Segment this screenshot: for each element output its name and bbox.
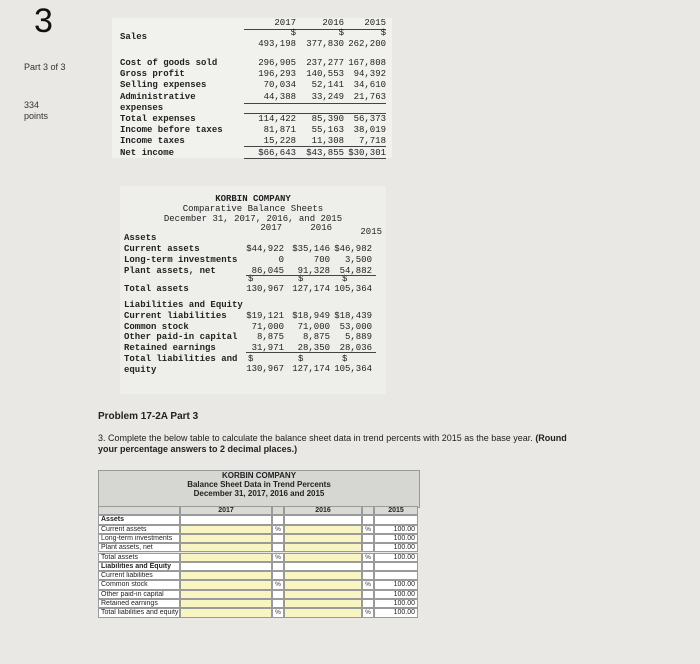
trend-input-2016[interactable] (284, 543, 362, 552)
trend-percent-cell (362, 608, 374, 617)
trend-row (98, 580, 418, 589)
balance-row-label: Retained earnings (124, 343, 216, 353)
balance-value: 700 (313, 255, 330, 265)
income-value: 296,905 (258, 58, 296, 68)
trend-empty-cell (180, 515, 272, 524)
trend-value-2015: 100.00 (374, 553, 418, 562)
trend-percent-cell (362, 562, 374, 571)
income-value: 70,034 (263, 80, 296, 90)
income-value: 34,610 (353, 80, 386, 90)
balance-row-label: Plant assets, net (124, 266, 216, 276)
trend-input-2017[interactable] (180, 571, 272, 580)
income-value: 44,388 (263, 92, 296, 102)
trend-row-label: Liabilities and Equity (98, 562, 180, 571)
trend-input-2016[interactable] (284, 590, 362, 599)
trend-input-2017[interactable] (180, 543, 272, 552)
balance-value: 127,174 (292, 364, 330, 374)
instructions (98, 433, 568, 455)
trend-input-2016[interactable] (284, 571, 362, 580)
income-row-label: Selling expenses (120, 80, 207, 90)
trend-percent-cell (362, 553, 374, 562)
trend-row (98, 571, 418, 580)
percent-sign: % (365, 525, 371, 533)
percent-sign: % (275, 553, 281, 561)
income-value: 81,871 (263, 125, 296, 135)
income-value: 237,277 (306, 58, 344, 68)
income-row-label: Administrative expenses (120, 92, 196, 113)
trend-percent-cell (362, 571, 374, 580)
trend-row (98, 525, 418, 534)
income-value: 33,249 (311, 92, 344, 102)
trend-percent-cell (272, 571, 284, 580)
trend-value-2015: 100.00 (374, 534, 418, 543)
balance-year-2017: 2017 (260, 223, 282, 233)
balance-value: 54,882 (339, 266, 372, 276)
balance-value: 105,364 (334, 364, 372, 374)
liabilities-header: Liabilities and Equity (124, 300, 243, 310)
part-indicator: Part 3 of 3 (24, 62, 66, 72)
trend-percent-cell (272, 562, 284, 571)
income-value: 85,390 (311, 114, 344, 124)
income-value: 15,228 (263, 136, 296, 146)
balance-value: 5,889 (344, 332, 372, 342)
trend-value-2015: 100.00 (374, 590, 418, 599)
balance-value: $44,922 (246, 244, 284, 254)
balance-value: $19,121 (246, 311, 284, 321)
balance-title: Comparative Balance Sheets (182, 204, 324, 214)
income-value: $43,855 (306, 148, 344, 158)
problem-heading: Problem 17-2A Part 3 (98, 411, 199, 422)
income-row-label: Income before taxes (120, 125, 223, 135)
dollar-sign: $ (248, 274, 254, 284)
balance-year-2016: 2016 (310, 223, 332, 233)
income-value: 94,392 (353, 69, 386, 79)
trend-empty-cell (180, 562, 272, 571)
income-value: 167,808 (348, 58, 386, 68)
trend-company: KORBIN COMPANY (221, 471, 297, 480)
balance-value: 31,971 (251, 343, 284, 353)
balance-row-label: Current assets (124, 244, 200, 254)
trend-value-2015 (374, 571, 418, 580)
trend-input-2017[interactable] (180, 608, 272, 617)
instructions-text: 3. Complete the below table to calculate the balance sheet data in trend percents with 2015 as the base year. (98, 433, 533, 443)
income-value: 56,373 (353, 114, 386, 124)
income-value: $ 377,830 (306, 28, 344, 49)
income-value: 11,308 (311, 136, 344, 146)
trend-percent-cell (362, 543, 374, 552)
balance-value: 91,328 (297, 266, 330, 276)
trend-row (98, 553, 418, 562)
trend-row-label: Total assets (98, 553, 180, 562)
balance-row-label: Long-term investments (124, 255, 238, 265)
dollar-sign: $ (298, 274, 304, 284)
balance-value: 8,875 (302, 332, 330, 342)
trend-percent-cell (272, 543, 284, 552)
percent-sign: % (365, 553, 371, 561)
trend-percent-cell (362, 534, 374, 543)
balance-sheet-panel (120, 186, 386, 394)
trend-input-2016[interactable] (284, 608, 362, 617)
balance-row-label: Total assets (124, 284, 189, 294)
trend-input-2016[interactable] (284, 580, 362, 589)
trend-percent-cell (272, 590, 284, 599)
trend-value-2015: 100.00 (374, 543, 418, 552)
trend-value-2015 (374, 562, 418, 571)
income-value: 7,718 (358, 136, 386, 146)
trend-empty-cell (284, 562, 362, 571)
trend-percent-cell (362, 515, 374, 524)
income-row-label: Sales (120, 32, 148, 42)
balance-value: $46,982 (334, 244, 372, 254)
trend-header-row (98, 506, 418, 515)
trend-value-2015: 100.00 (374, 608, 418, 617)
balance-value: 71,000 (251, 322, 284, 332)
income-year-2017: 2017 (274, 18, 296, 28)
trend-input-2017[interactable] (180, 590, 272, 599)
trend-row (98, 534, 418, 543)
dollar-sign: $ (342, 274, 348, 284)
income-value: $ 493,198 (258, 28, 296, 49)
balance-value: 3,500 (344, 255, 372, 265)
trend-input-2017[interactable] (180, 553, 272, 562)
income-value: 52,141 (311, 80, 344, 90)
percent-sign: % (365, 609, 371, 617)
step-number: 3 (34, 2, 53, 40)
trend-percent-cell (272, 580, 284, 589)
trend-col-2015: 2015 (374, 506, 418, 515)
trend-percent-cell (362, 599, 374, 608)
income-row-label: Gross profit (120, 69, 185, 79)
trend-input-2016[interactable] (284, 599, 362, 608)
trend-row-label: Total liabilities and equity (98, 608, 180, 617)
percent-sign: % (275, 609, 281, 617)
trend-input-2017[interactable] (180, 534, 272, 543)
income-value: 21,763 (353, 92, 386, 102)
trend-row (98, 515, 418, 524)
trend-row-label: Plant assets, net (98, 543, 180, 552)
trend-row (98, 543, 418, 552)
instructions-emphasis: (Round your percentage answers to 2 decimal places.) (98, 433, 567, 454)
income-value: $66,643 (258, 148, 296, 158)
trend-value-2015: 100.00 (374, 599, 418, 608)
income-value: 114,422 (258, 114, 296, 124)
trend-row (98, 599, 418, 608)
trend-percent-cell (272, 553, 284, 562)
trend-percent-cell (272, 534, 284, 543)
trend-input-2016[interactable] (284, 534, 362, 543)
trend-row-label: Retained earnings (98, 599, 180, 608)
percent-sign: % (275, 525, 281, 533)
balance-value: 28,350 (297, 343, 330, 353)
trend-row-label: Current assets (98, 525, 180, 534)
balance-value: 105,364 (334, 284, 372, 294)
trend-percent-cell (272, 525, 284, 534)
income-value: $30,301 (348, 148, 386, 158)
balance-value: 28,036 (339, 343, 372, 353)
trend-input-2017[interactable] (180, 580, 272, 589)
balance-row-label: Common stock (124, 322, 189, 332)
percent-sign: % (275, 581, 281, 589)
dollar-sign: $ (248, 354, 254, 364)
balance-row-label: Total liabilities and equity (124, 354, 238, 375)
trend-row-label: Long-term investments (98, 534, 180, 543)
income-row-label: Net income (120, 148, 175, 158)
balance-value: 53,000 (339, 322, 372, 332)
trend-table-title (98, 470, 420, 508)
trend-percent-cell (272, 515, 284, 524)
trend-percent-cell (272, 608, 284, 617)
trend-input-2016[interactable] (284, 525, 362, 534)
trend-row-label: Assets (98, 515, 180, 524)
trend-date: December 31, 2017, 2016 and 2015 (193, 489, 325, 498)
trend-input-2016[interactable] (284, 553, 362, 562)
balance-date: December 31, 2017, 2016, and 2015 (163, 214, 343, 224)
balance-row-label: Current liabilities (124, 311, 227, 321)
trend-percent-cell (362, 580, 374, 589)
trend-title-text: Balance Sheet Data in Trend Percents (187, 480, 331, 489)
income-value: 38,019 (353, 125, 386, 135)
trend-row-label: Common stock (98, 580, 180, 589)
trend-col-2016: 2016 (284, 506, 362, 515)
balance-value: $35,146 (292, 244, 330, 254)
trend-row-label: Current liabilities (98, 571, 180, 580)
income-statement-panel (112, 18, 392, 158)
income-year-2015: 2015 (364, 18, 386, 28)
trend-row (98, 608, 418, 617)
trend-col-2017: 2017 (180, 506, 272, 515)
trend-input-2017[interactable] (180, 599, 272, 608)
dollar-sign: $ (342, 354, 348, 364)
income-row-label: Income taxes (120, 136, 185, 146)
income-value: 196,293 (258, 69, 296, 79)
income-row-label: Total expenses (120, 114, 196, 124)
balance-value: 130,967 (246, 364, 284, 374)
points-value: 334 (24, 100, 40, 110)
trend-row (98, 562, 418, 571)
trend-row (98, 590, 418, 599)
income-year-2016: 2016 (322, 18, 344, 28)
income-value: 140,553 (306, 69, 344, 79)
balance-value: $18,439 (334, 311, 372, 321)
percent-sign: % (365, 581, 371, 589)
balance-value: 8,875 (256, 332, 284, 342)
trend-empty-cell (284, 515, 362, 524)
trend-percent-cell (272, 599, 284, 608)
points-label: points (24, 111, 49, 121)
balance-value: 130,967 (246, 284, 284, 294)
trend-value-2015 (374, 515, 418, 524)
balance-row-label: Other paid-in capital (124, 332, 238, 342)
balance-value: $18,949 (292, 311, 330, 321)
income-row-label: Cost of goods sold (120, 58, 218, 68)
trend-value-2015: 100.00 (374, 525, 418, 534)
income-value: $ 262,200 (348, 28, 386, 49)
balance-value: 0 (278, 255, 284, 265)
balance-value: 71,000 (297, 322, 330, 332)
income-value: 55,163 (311, 125, 344, 135)
dollar-sign: $ (298, 354, 304, 364)
trend-value-2015: 100.00 (374, 580, 418, 589)
balance-company: KORBIN COMPANY (215, 194, 291, 204)
trend-input-2017[interactable] (180, 525, 272, 534)
assets-header: Assets (124, 233, 157, 243)
trend-row-label: Other paid-in capital (98, 590, 180, 599)
trend-percent-cell (362, 525, 374, 534)
balance-year-2015: 2015 (360, 227, 382, 237)
trend-percent-cell (362, 590, 374, 599)
balance-value: 127,174 (292, 284, 330, 294)
balance-value: 86,045 (251, 266, 284, 276)
